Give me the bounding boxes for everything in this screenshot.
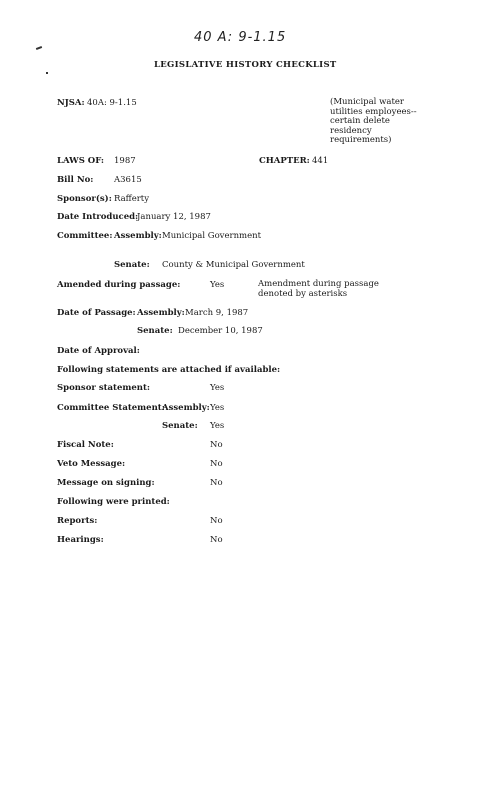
- passage-senate-label: Senate:: [137, 326, 173, 336]
- fiscal-note-value: No: [210, 440, 223, 450]
- committee-senate-label: Senate:: [114, 260, 150, 270]
- message-on-signing-label: Message on signing:: [57, 478, 155, 488]
- njsa-label: NJSA:: [57, 98, 85, 108]
- date-of-approval-label: Date of Approval:: [57, 346, 140, 356]
- passage-senate-value: December 10, 1987: [178, 326, 263, 336]
- committee-statement-assembly-label: Assembly:: [162, 403, 210, 413]
- committee-statement-label: Committee Statement:: [57, 403, 165, 413]
- sponsor-statement-value: Yes: [210, 383, 225, 393]
- veto-message-value: No: [210, 459, 223, 469]
- reports-value: No: [210, 516, 223, 526]
- chapter-label: CHAPTER:: [259, 156, 310, 166]
- sponsor-statement-label: Sponsor statement:: [57, 383, 151, 393]
- laws-of-label: LAWS OF:: [57, 156, 105, 166]
- statements-header: Following statements are attached if available:: [57, 365, 281, 375]
- passage-assembly-label: Assembly:: [137, 308, 185, 318]
- reports-label: Reports:: [57, 516, 98, 526]
- scan-mark-1: [36, 46, 42, 50]
- amended-label: Amended during passage:: [57, 280, 181, 290]
- hearings-value: No: [210, 535, 223, 545]
- chapter-value: 441: [312, 156, 329, 166]
- sponsors-value: Rafferty: [114, 194, 150, 204]
- printed-header: Following were printed:: [57, 497, 170, 507]
- committee-label: Committee:: [57, 231, 113, 241]
- scan-mark-2: [46, 72, 48, 74]
- sponsors-label: Sponsor(s):: [57, 194, 112, 204]
- hearings-label: Hearings:: [57, 535, 104, 545]
- bill-no-value: A3615: [114, 175, 142, 185]
- committee-statement-senate-label: Senate:: [162, 421, 198, 431]
- date-of-passage-label: Date of Passage:: [57, 308, 136, 318]
- committee-assembly-label: Assembly:: [114, 231, 162, 241]
- njsa-value: 40A: 9-1.15: [87, 98, 137, 108]
- committee-statement-assembly-value: Yes: [210, 403, 225, 413]
- date-introduced-value: January 12, 1987: [137, 212, 211, 222]
- handwritten-note: 40 A: 9-1.15: [194, 30, 287, 45]
- committee-senate-value: County & Municipal Government: [162, 260, 305, 270]
- veto-message-label: Veto Message:: [57, 459, 126, 469]
- committee-assembly-value: Municipal Government: [162, 231, 262, 241]
- laws-of-value: 1987: [114, 156, 136, 166]
- page-title: LEGISLATIVE HISTORY CHECKLIST: [154, 60, 337, 70]
- passage-assembly-value: March 9, 1987: [185, 308, 249, 318]
- date-introduced-label: Date Introduced:: [57, 212, 139, 222]
- fiscal-note-label: Fiscal Note:: [57, 440, 114, 450]
- bill-description: (Municipal water utilities employees--certain delete residency requirements): [330, 97, 417, 145]
- bill-no-label: Bill No:: [57, 175, 94, 185]
- amended-note: Amendment during passage denoted by asterisks: [258, 279, 379, 299]
- message-on-signing-value: No: [210, 478, 223, 488]
- committee-statement-senate-value: Yes: [210, 421, 225, 431]
- amended-value: Yes: [210, 280, 225, 290]
